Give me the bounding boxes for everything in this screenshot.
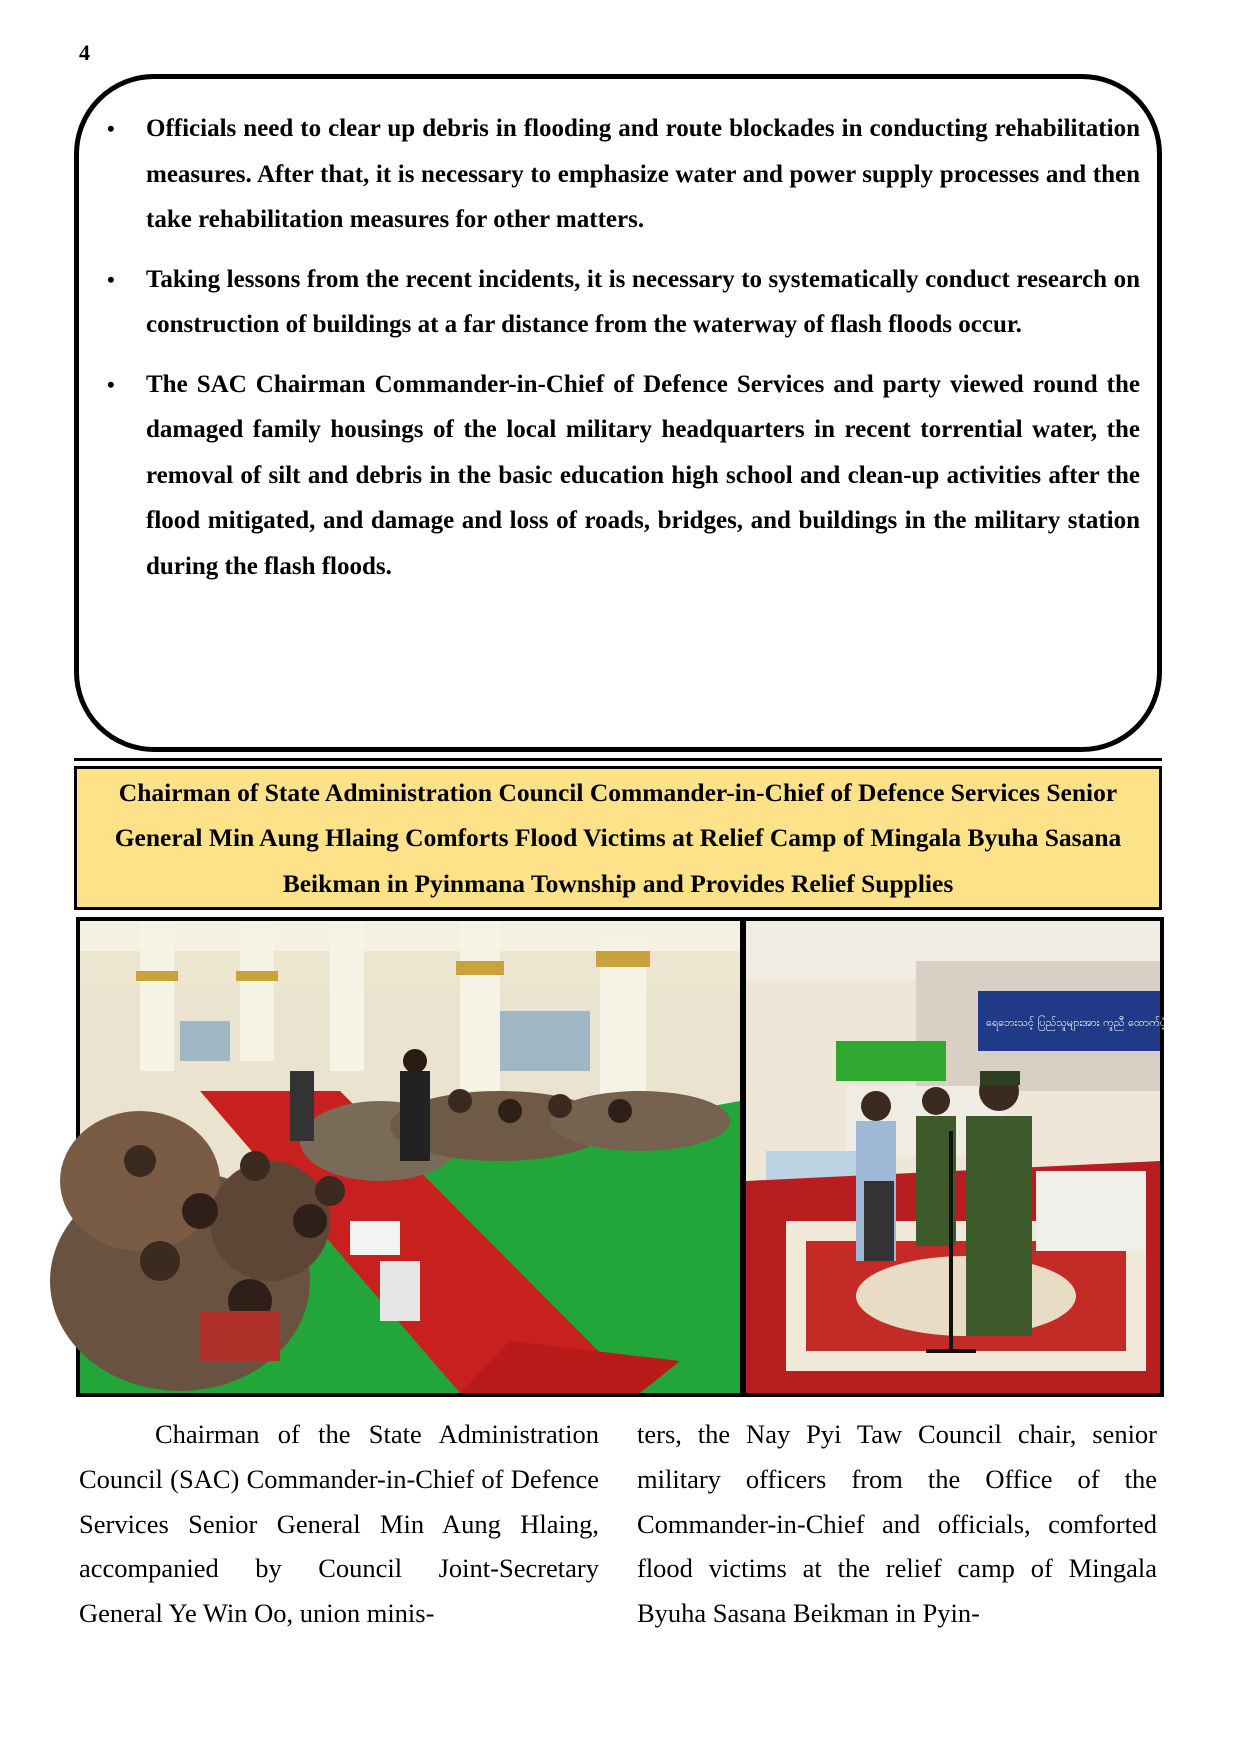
key-point-item <box>100 257 1140 348</box>
key-point-text: The SAC Chairman Commander-in-Chief of Defence Services and party viewed round the damaged family housings of the local military headquarters in recent torrential water, the removal of silt and debris in the basic education high school and clean-up activities after the flood mitigated, and damage and loss of roads, bridges, and buildings in the military station during the flash floods. <box>146 370 1140 580</box>
key-points-list <box>100 106 1140 603</box>
bullet-icon: • <box>107 371 115 397</box>
headline-banner <box>74 766 1162 910</box>
bullet-icon: • <box>107 116 115 141</box>
senior-general-speech-photo <box>746 921 1184 1393</box>
key-point-item <box>100 106 1140 243</box>
article-column-2 <box>637 1412 1157 1636</box>
key-point-text: Officials need to clear up debris in flooding and route blockades in conducting rehabilitation measures. After that, it is necessary to emphasize water and power supply processes and then take rehabilitation measures for other matters. <box>146 115 1140 233</box>
article-column-1 <box>79 1412 599 1636</box>
section-divider <box>74 758 1162 761</box>
relief-camp-crowd-photo <box>80 921 740 1393</box>
article-headline: Chairman of State Administration Council Commander-in-Chief of Defence Services Senior General Min Aung Hlaing Comforts Flood Victims at Relief Camp of Mingala Byuha Sasana Beikman in Pyinmana Township and Provides Relief Supplies <box>114 777 1122 898</box>
bullet-icon: • <box>107 266 115 292</box>
key-point-item <box>100 362 1140 590</box>
key-point-text: Taking lessons from the recent incidents, it is necessary to systematically conduct research on construction of buildings at a far distance from the waterway of flash floods occur. <box>146 265 1140 338</box>
article-paragraph: ters, the Nay Pyi Taw Council chair, senior military officers from the Office of the Commander-in-Chief and officials, comforted flood victims at the relief camp of Mingala Byuha Sasana Beikman in Pyin- <box>637 1419 1157 1629</box>
article-paragraph: Chairman of the State Administration Council (SAC) Commander-in-Chief of Defence Services Senior General Min Aung Hlaing, accompanied by Council Joint-Secretary General Ye Win Oo, union minis- <box>79 1419 599 1629</box>
page-number: 4 <box>79 40 90 65</box>
photo-frame <box>76 917 1184 1397</box>
banner-text: ရေဘေးသင့် ပြည်သူများအား ကူညီ ထောက်ပံ့ခြင်း <box>986 1016 1184 1029</box>
